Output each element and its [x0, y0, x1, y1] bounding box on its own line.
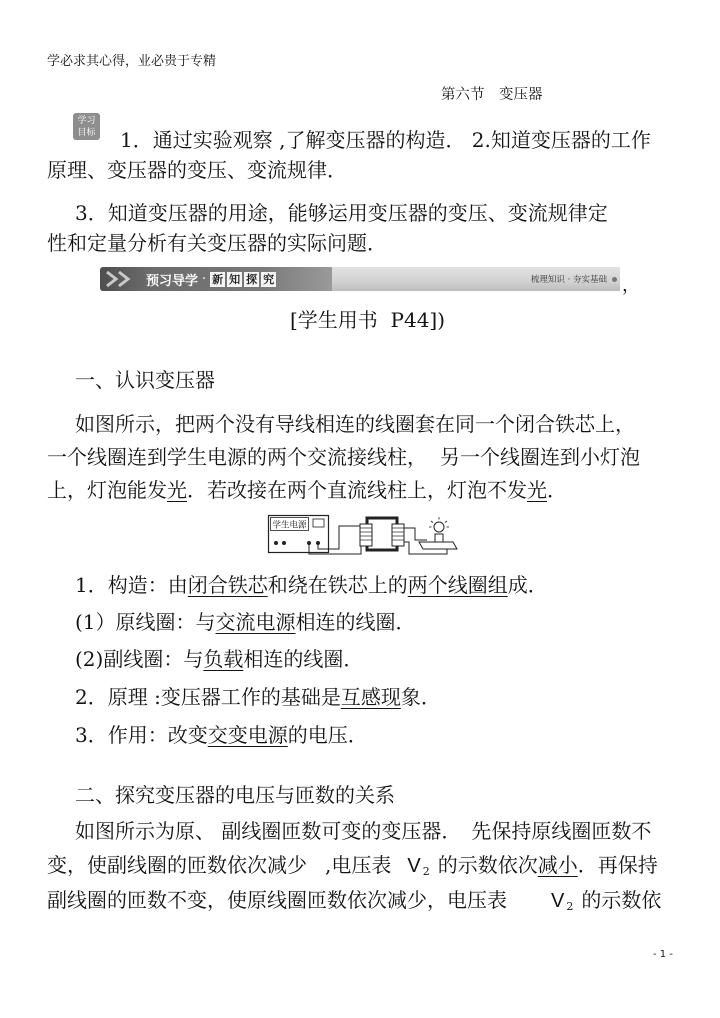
banner-boxed-char: 新 [212, 272, 224, 286]
item-text: (2)副线圈：与 [75, 647, 204, 671]
item-text: 3．作用：改变 [75, 723, 208, 747]
underlined-answer: 负载 [203, 647, 244, 671]
paragraph-text: ,电压表 [325, 853, 392, 877]
underlined-answer: 减小 [537, 853, 578, 877]
badge-line: 学习 [77, 115, 96, 126]
learning-objectives-badge [73, 113, 100, 140]
section2-heading [75, 784, 395, 806]
objective-text: 1．通过实验观察 ,了解变压器的构造． 2.知道变压器的工作 [120, 128, 651, 152]
paragraph-text: 一个线圈连到学生电源的两个交流接线柱， [47, 445, 427, 469]
paragraph-line [75, 413, 635, 435]
power-supply-box [269, 516, 329, 553]
power-supply-label: 学生电源 [272, 520, 307, 531]
banner-right-text: 梳理知识 · 夯实基础 [530, 275, 607, 285]
voltmeter-subscript: 2 [422, 865, 430, 878]
book-reference-text: [学生用书 P44]) [290, 308, 446, 332]
underlined-answer: 光 [527, 478, 547, 502]
banner-right-panel [332, 267, 620, 291]
paragraph-text: 副线圈的匝数不变，使原线圈匝数依次减少，电压表 [47, 888, 507, 912]
page-motto: 学必求其心得，业必贵于专精 [47, 54, 217, 69]
light-bulb-icon [429, 517, 449, 532]
item-text: 1．构造：由 [75, 573, 188, 597]
paragraph-line [47, 889, 661, 915]
book-reference [290, 309, 445, 331]
banner-boxed-char: 知 [229, 272, 241, 286]
list-item [75, 611, 416, 633]
objective-line [120, 129, 651, 151]
banner-left-panel [100, 267, 332, 291]
banner-trailing-mark: ， [622, 275, 640, 296]
objective-line [47, 232, 387, 254]
underlined-answer: 交流电源 [215, 610, 296, 634]
objective-text: 原理、变压器的变压、变流规律． [47, 158, 347, 182]
underlined-answer: 两个线圈组 [407, 573, 508, 597]
paragraph-text: 如图所示为原、 副线圈匝数可变的变压器． 先保持原线圈匝数不 [75, 819, 652, 843]
paragraph-line [47, 479, 567, 501]
paragraph-text: ．若改接在两个直流线柱上，灯泡不发 [187, 478, 527, 502]
item-text: 2．原理 :变压器工作的基础是 [75, 685, 341, 709]
underlined-answer: 互感现 [340, 685, 401, 709]
section-title: 第六节 变压器 [441, 87, 543, 103]
banner-left-text: 预习导学 [146, 273, 199, 289]
underlined-answer: 交变电源 [207, 723, 288, 747]
heading-text: 二、探究变压器的电压与匝数的关系 [75, 783, 395, 807]
voltmeter-symbol: V [407, 855, 421, 877]
banner-separator: · [202, 271, 207, 287]
underlined-answer: 闭合铁芯 [187, 573, 268, 597]
paragraph-text: ．再保持 [577, 853, 658, 877]
objective-text: 3．知道变压器的用途，能够运用变压器的变压、变流规律定 [75, 201, 608, 225]
item-text: (1）原线圈：与 [75, 610, 216, 634]
list-item [75, 648, 363, 670]
paragraph-text: 另一个线圈连到小灯泡 [440, 445, 640, 469]
section1-heading [75, 369, 215, 391]
paragraph-line [47, 446, 640, 468]
paragraph-text: 上，灯泡能发 [47, 478, 167, 502]
transformer [360, 518, 404, 550]
banner-boxed-char: 究 [263, 272, 275, 286]
double-chevron-icon [104, 269, 140, 289]
objective-line [75, 202, 608, 224]
item-text: 和绕在铁芯上的 [267, 573, 408, 597]
lamp-board [419, 534, 457, 549]
item-text: 象． [400, 685, 441, 709]
paragraph-text: 的示数依 [581, 888, 662, 912]
item-text: 成． [507, 573, 548, 597]
paragraph-line [47, 854, 658, 880]
voltmeter-symbol: V [551, 890, 565, 912]
item-text: 相连的线圈． [295, 610, 416, 634]
heading-text: 一、认识变压器 [75, 368, 215, 392]
list-item [75, 574, 548, 596]
paragraph-text: ． [547, 478, 567, 502]
paragraph-line [75, 820, 651, 842]
voltmeter-subscript: 2 [566, 900, 574, 913]
objective-text: 性和定量分析有关变压器的实际问题． [47, 231, 387, 255]
banner-boxed-char: 探 [246, 272, 258, 286]
objective-line [47, 159, 347, 181]
list-item [75, 724, 368, 746]
paragraph-text: 的示数依次 [437, 853, 538, 877]
badge-line: 目标 [77, 127, 96, 138]
preview-banner [100, 267, 620, 291]
paragraph-text: 变，使副线圈的匝数依次减少 [47, 853, 307, 877]
underlined-answer: 光 [167, 478, 187, 502]
item-text: 相连的线圈． [243, 647, 364, 671]
transformer-experiment-figure [267, 514, 459, 556]
page-number: - 1 - [653, 949, 673, 960]
list-item [75, 686, 441, 708]
item-text: 的电压． [287, 723, 368, 747]
paragraph-text: 如图所示，把两个没有导线相连的线圈套在同一个闭合铁芯上， [75, 412, 635, 436]
banner-dot-icon [612, 277, 617, 282]
